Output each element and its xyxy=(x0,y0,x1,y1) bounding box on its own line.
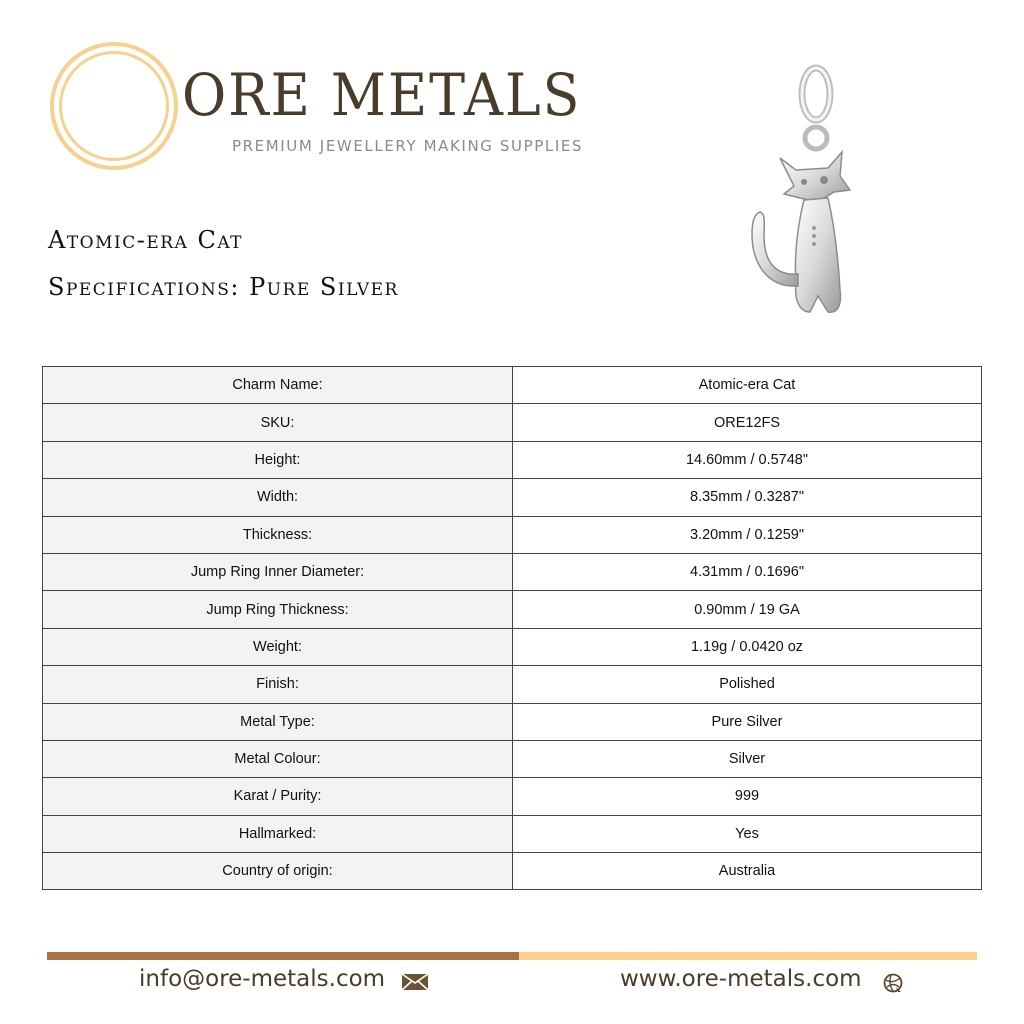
table-row xyxy=(43,516,982,553)
row-label: Charm Name: xyxy=(43,367,513,404)
row-value: ORE12FS xyxy=(513,404,982,441)
row-label: Metal Colour: xyxy=(43,740,513,777)
footer-website-link[interactable]: www.ore-metals.com xyxy=(620,966,862,992)
brand-tagline: PREMIUM JEWELLERY MAKING SUPPLIES xyxy=(232,137,584,155)
table-row xyxy=(43,703,982,740)
logo-ring xyxy=(50,42,178,170)
cat-charm-image xyxy=(738,64,878,324)
brand-name: ORE METALS xyxy=(182,61,582,129)
row-value: Pure Silver xyxy=(513,703,982,740)
row-label: Jump Ring Inner Diameter: xyxy=(43,553,513,590)
product-title: Atomic-era Cat xyxy=(48,226,244,254)
envelope-icon xyxy=(402,974,428,990)
row-value: 4.31mm / 0.1696" xyxy=(513,553,982,590)
row-value: Yes xyxy=(513,815,982,852)
table-row xyxy=(43,853,982,890)
row-value: 14.60mm / 0.5748" xyxy=(513,441,982,478)
row-value: 1.19g / 0.0420 oz xyxy=(513,628,982,665)
product-specifications: Specifications: Pure Silver xyxy=(48,273,399,301)
table-row xyxy=(43,666,982,703)
table-row xyxy=(43,479,982,516)
row-value: 999 xyxy=(513,778,982,815)
row-value: Atomic-era Cat xyxy=(513,367,982,404)
table-row xyxy=(43,404,982,441)
globe-icon xyxy=(882,972,904,994)
row-label: Country of origin: xyxy=(43,853,513,890)
row-value: 8.35mm / 0.3287" xyxy=(513,479,982,516)
row-label: Thickness: xyxy=(43,516,513,553)
row-value: 0.90mm / 19 GA xyxy=(513,591,982,628)
row-label: Karat / Purity: xyxy=(43,778,513,815)
row-value: Polished xyxy=(513,666,982,703)
specifications-table xyxy=(42,366,982,890)
row-label: Finish: xyxy=(43,666,513,703)
footer-divider-right xyxy=(519,952,977,960)
table-row xyxy=(43,553,982,590)
row-value: Silver xyxy=(513,740,982,777)
table-row xyxy=(43,591,982,628)
row-label: Width: xyxy=(43,479,513,516)
table-row xyxy=(43,815,982,852)
table-row xyxy=(43,628,982,665)
row-label: Jump Ring Thickness: xyxy=(43,591,513,628)
table-row xyxy=(43,778,982,815)
table-row xyxy=(43,367,982,404)
row-label: SKU: xyxy=(43,404,513,441)
table-row xyxy=(43,740,982,777)
table-row xyxy=(43,441,982,478)
row-value: Australia xyxy=(513,853,982,890)
row-value: 3.20mm / 0.1259" xyxy=(513,516,982,553)
row-label: Hallmarked: xyxy=(43,815,513,852)
footer-divider-left xyxy=(47,952,519,960)
row-label: Height: xyxy=(43,441,513,478)
row-label: Metal Type: xyxy=(43,703,513,740)
row-label: Weight: xyxy=(43,628,513,665)
footer-email-link[interactable]: info@ore-metals.com xyxy=(139,966,386,992)
